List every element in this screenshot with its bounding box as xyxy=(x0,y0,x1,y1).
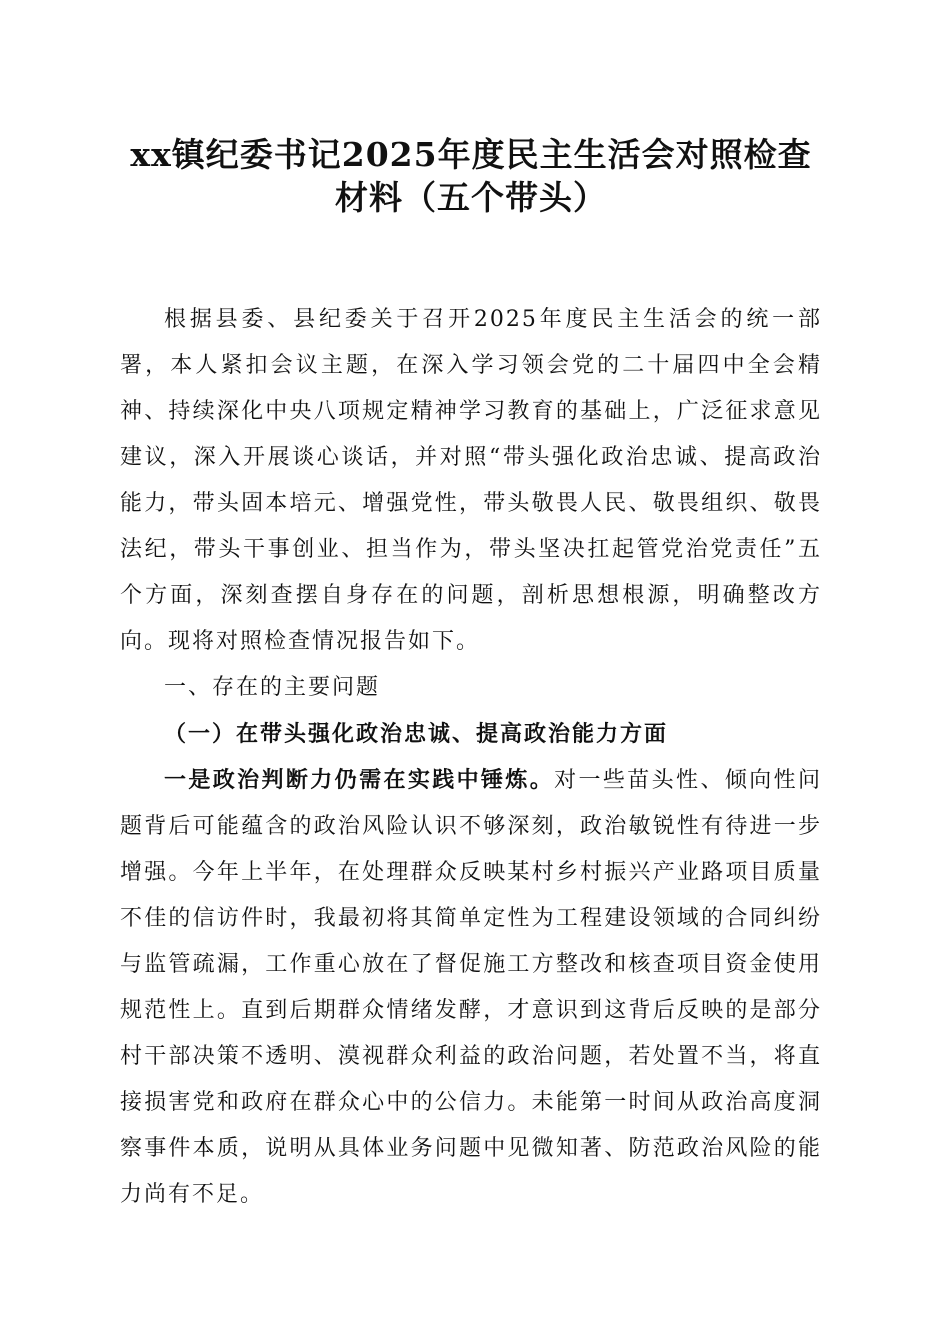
document-title xyxy=(120,133,822,219)
subsection-heading-political-loyalty: （一）在带头强化政治忠诚、提高政治能力方面 xyxy=(164,721,669,747)
point-paragraph xyxy=(120,757,822,1218)
point-lead: 一是政治判断力仍需在实践中锤炼。 xyxy=(164,767,555,793)
title-line-2: 材料（五个带头） xyxy=(335,178,607,217)
document-body xyxy=(120,297,822,1218)
intro-paragraph: 根据县委、县纪委关于召开2025年度民主生活会的统一部署，本人紧扣会议主题，在深入学习领会党的二十届四中全会精神、持续深化中央八项规定精神学习教育的基础上，广泛征求意见建议，深入开展谈心谈话，并对照“带头强化政治忠诚、提高政治能力，带头固本培元、增强党性，带头敬畏人民、敬畏组织、敬畏法纪，带头干事创业、担当作为，带头坚决扛起管党治党责任”五个方面，深刻查摆自身存在的问题，剖析思想根源，明确整改方向。现将对照检查情况报告如下。 xyxy=(120,307,822,654)
section-heading-problems: 一、存在的主要问题 xyxy=(164,675,381,700)
title-line-1: xx镇纪委书记2025年度民主生活会对照检查 xyxy=(130,135,812,174)
point-text: 对一些苗头性、倾向性问题背后可能蕴含的政治风险认识不够深刻，政治敏锐性有待进一步增强。今年上半年，在处理群众反映某村乡村振兴产业路项目质量不佳的信访件时，我最初将其简单定性为工程建设领域的合同纠纷与监管疏漏，工作重心放在了督促施工方整改和核查项目资金使用规范性上。直到后期群众情绪发酵，才意识到这背后反映的是部分村干部决策不透明、漠视群众利益的政治问题，若处置不当，将直接损害党和政府在群众心中的公信力。未能第一时间从政治高度洞察事件本质，说明从具体业务问题中见微知著、防范政治风险的能力尚有不足。 xyxy=(120,768,822,1207)
